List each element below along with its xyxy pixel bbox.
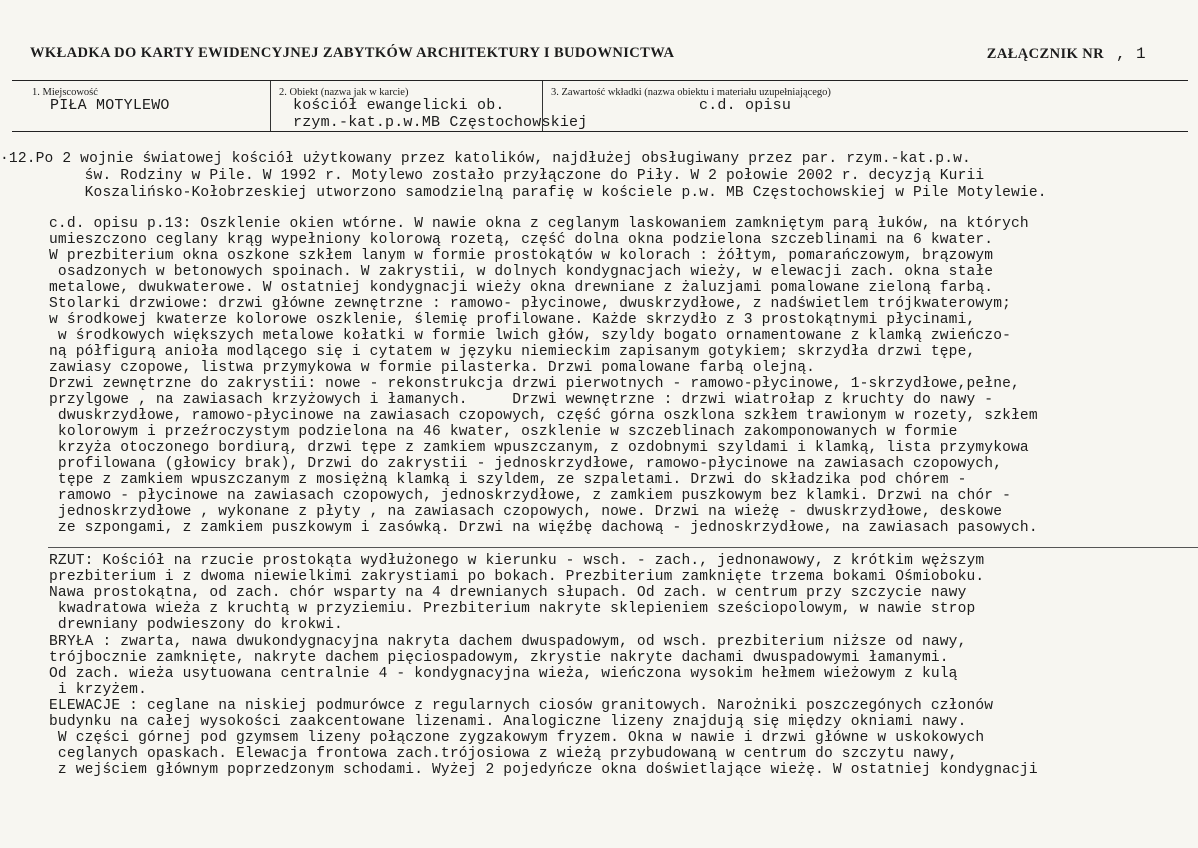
text-line: ramowo - płycinowe na zawiasach czopowych, jednoskrzydłowe, z zamkiem puszkowym bez klamki. Drzwi na chór - <box>49 488 1012 504</box>
text-line: drewniany podwieszony do krokwi. <box>49 617 343 633</box>
text-line-heading-elevations: ELEWACJE : ceglane na niskiej podmurówce z regularnych ciosów granitowych. Narożniki poszczegónych członów <box>49 698 994 714</box>
text-line: prezbiterium i z dwoma niewielkimi zakrystiami po bokach. Prezbiterium zamknięte trzema bokami Ośmioboku. <box>49 569 985 585</box>
form-title: WKŁADKA DO KARTY EWIDENCYJNEJ ZABYTKÓW ARCHITEKTURY I BUDOWNICTWA <box>30 45 675 61</box>
object-value-line-2: rzym.-kat.p.w.MB Częstochowskiej <box>293 114 588 131</box>
text-line: kolorowym i przeźroczystym podzielona na 46 kwater, oszklenie w szczeblinach zakomponowanych w formie <box>49 424 958 440</box>
text-line: zawiasy czopowe, listwa przymykowa w formie pilasterka. Drzwi pomalowane farbą olejną. <box>49 360 816 376</box>
text-line-heading-doors: Stolarki drzwiowe: drzwi główne zewnętrzne : ramowo- płycinowe, dwuskrzydłowe, z nadświetlem trójkwaterowym; <box>49 296 1012 312</box>
text-line: Od zach. wieża usytuowana centralnie 4 - kondygnacyjna wieża, wieńczona wysokim hełmem wieżowym z kulą <box>49 666 958 682</box>
text-line: ·12.Po 2 wojnie światowej kościół użytkowany przez katolików, najdłużej obsługiwany przez par. rzym.-kat.p.w. <box>0 151 971 167</box>
text-line: osadzonych w betonowych spoinach. W zakrystii, w dolnych kondygnacjach wieży, w elewacji zach. okna stałe <box>49 264 994 280</box>
section-divider <box>48 547 1198 548</box>
object-value-line-1: kościół ewangelicki ob. <box>293 97 505 114</box>
location-cell <box>12 81 270 131</box>
text-line: profilowana (głowicy brak), Drzwi do zakrystii - jednoskrzydłowe, ramowo-płycinowe na zawiasach czopowych, <box>49 456 1003 472</box>
text-line: c.d. opisu p.13: Oszklenie okien wtórne. W nawie okna z ceglanym laskowaniem zamkniętym parą łuków, na których <box>49 216 1029 232</box>
text-line: kwadratowa wieża z kruchtą w przyziemiu. Prezbiterium nakryte sklepieniem sześciopolowym, w nawie strop <box>49 601 976 617</box>
text-line: ze szpongami, z zamkiem puszkowym i zasówką. Drzwi na więźbę dachową - jednoskrzydłowe, na zawiasach pasowych. <box>49 520 1038 536</box>
text-line: W części górnej pod gzymsem lizeny połączone zygzakowym fryzem. Okna w nawie i drzwi główne w uskokowych <box>49 730 985 746</box>
text-line: Drzwi zewnętrzne do zakrystii: nowe - rekonstrukcja drzwi pierwotnych - ramowo-płycinowe, 1-skrzydłowe,pełne, <box>49 376 1020 392</box>
contents-cell <box>542 81 1189 131</box>
location-value: PIŁA MOTYLEWO <box>50 97 170 114</box>
object-cell <box>270 81 588 131</box>
text-line: w środkowych większych metalowe kołatki w formie lwich głów, szyldy bogato ornamentowane z klamką zwieńczo- <box>49 328 1012 344</box>
text-line: Koszalińsko-Kołobrzeskiej utworzono samodzielną parafię w kościele p.w. MB Częstochowskiej w Pile Motylewie. <box>49 185 1047 201</box>
annex-label <box>987 45 1146 63</box>
text-line: W prezbiterium okna oszkone szkłem lanym w formie prostokątów w kolorach : żółtym, pomarańczowym, brązowym <box>49 248 994 264</box>
header-fields-table <box>12 80 1188 132</box>
text-line-heading-mass: BRYŁA : zwarta, nawa dwukondygnacyjna nakryta dachem dwuspadowym, od wsch. prezbiterium niższe od nawy, <box>49 634 967 650</box>
text-line: jednoskrzydłowe , wykonane z płyty , na zawiasach czopowych, nowe. Drzwi na wieżę - dwuskrzydłowe, deskowe <box>49 504 1003 520</box>
contents-value: c.d. opisu <box>699 97 792 114</box>
contents-label: 3. Zawartość wkładki (nazwa obiektu i materiału uzupełniającego) <box>551 87 831 98</box>
object-label: 2. Obiekt (nazwa jak w karcie) <box>279 87 409 98</box>
text-line: krzyża otoczonego bordiurą, drzwi tępe z zamkiem wpuszczanym, z ozdobnymi szyldami i klamką, listа przymykowa <box>49 440 1029 456</box>
text-line: ną półfigurą anioła modlącego się i cytatem w języku niemieckim zapisanym gotykiem; skrzydła drzwi tępe, <box>49 344 976 360</box>
text-line: w środkowej kwaterze kolorowe oszklenie, ślemię profilowane. Każde skrzydło z 3 prostokątnymi płycinami, <box>49 312 976 328</box>
text-line: trójbocznie zamknięte, nakryte dachem pięciospadowym, zkrystie nakryte dachami dwuspadowymi łamanymi. <box>49 650 949 666</box>
text-line: tępe z zamkiem wpuszczanym z mosiężną klamką i szyldem, ze szpaletami. Drzwi do składzika pod chórem - <box>49 472 967 488</box>
text-line: dwuskrzydłowe, ramowo-płycinowe na zawiasach czopowych, część górna oszklona szkłem trawionym w rozety, szkłem <box>49 408 1038 424</box>
text-line: św. Rodziny w Pile. W 1992 r. Motylewo zostało przyłączone do Piły. W 2 połowie 2002 r. decyzją Kurii <box>49 168 985 184</box>
text-line: umieszczono ceglany krąg wypełniony kolorową rozetą, część dolna okna podzielona szczeblinami na 6 kwater. <box>49 232 994 248</box>
location-label: 1. Miejscowość <box>32 87 98 98</box>
text-line: metalowe, dwukwaterowe. W ostatniej kondygnacji wieży okna drewniane z żaluzjami pomalowane zieloną farbą. <box>49 280 994 296</box>
text-line-heading-plan: RZUT: Kościół na rzucie prostokąta wydłużonego w kierunku - wsch. - zach., jednonawowy, z krótkim węższym <box>49 553 985 569</box>
annex-label-text: ZAŁĄCZNIK NR <box>986 46 1104 62</box>
text-line: z wejściem głównym poprzedzonym schodami. Wyżej 2 pojedyńcze okna doświetlające wieżę. W ostatniej kondygnacji <box>49 762 1038 778</box>
text-line: przylgowe , na zawiasach krzyżowych i łamanych. Drzwi wewnętrzne : drzwi wiatrołap z kruchty do nawy - <box>49 392 994 408</box>
text-line: ceglanych opaskach. Elewacja frontowa zach.trójosiowa z wieżą przybudowaną w centrum do szczytu nawy, <box>49 746 958 762</box>
text-line: i krzyżem. <box>49 682 147 698</box>
text-line: Nawa prostokątna, od zach. chór wsparty na 4 drewnianych słupach. Od zach. w centrum przy szczycie nawy <box>49 585 967 601</box>
annex-number: , 1 <box>1115 45 1146 63</box>
text-line: budynku na całej wysokości zaakcentowane lizenami. Analogiczne lizeny znajdują się między okniami nawy. <box>49 714 967 730</box>
